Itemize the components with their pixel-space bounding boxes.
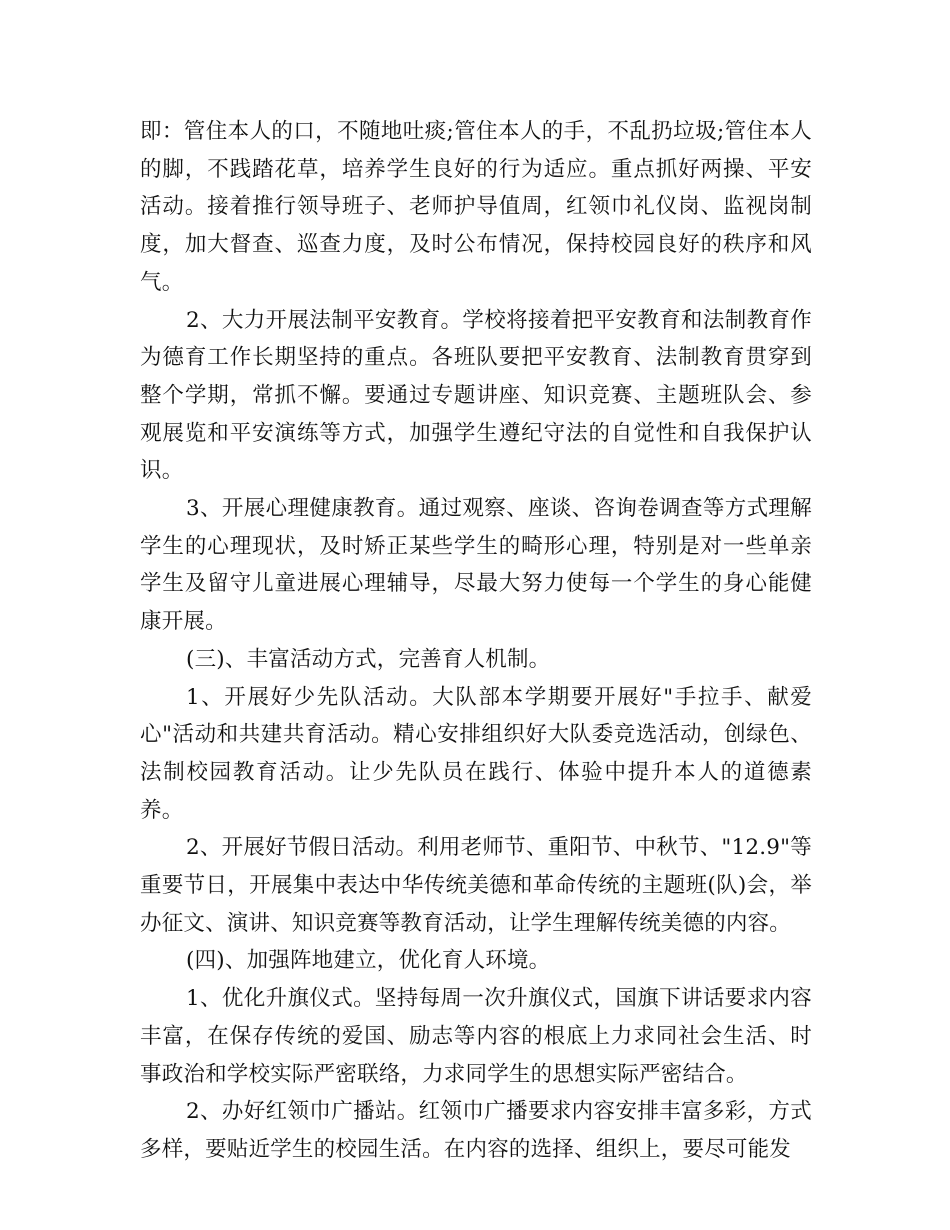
paragraph-4: 1、开展好少先队活动。大队部本学期要开展好"手拉手、献爱心"活动和共建共育活动。精心安排组织好大队委竞选活动，创绿色、法制校园教育活动。让少先队员在践行、体验中提升本人的道德素养。 <box>140 684 812 823</box>
paragraph-5: 2、开展好节假日活动。利用老师节、重阳节、中秋节、"12.9"等重要节日，开展集中表达中华传统美德和革命传统的主题班(队)会，举办征文、演讲、知识竞赛等教育活动，让学生理解传统美德的内容。 <box>140 835 812 936</box>
paragraph-6: 1、优化升旗仪式。坚持每周一次升旗仪式，国旗下讲话要求内容丰富，在保存传统的爱国、励志等内容的根底上力求同社会生活、时事政治和学校实际严密联络，力求同学生的思想实际严密结合。 <box>140 986 812 1087</box>
document-body <box>140 113 812 1169</box>
paragraph-7: 2、办好红领巾广播站。红领巾广播要求内容安排丰富多彩，方式多样，要贴近学生的校园生活。在内容的选择、组织上，要尽可能发 <box>140 1099 812 1162</box>
paragraph-2: 2、大力开展法制平安教育。学校将接着把平安教育和法制教育作为德育工作长期坚持的重点。各班队要把平安教育、法制教育贯穿到整个学期，常抓不懈。要通过专题讲座、知识竞赛、主题班队会、参观展览和平安演练等方式，加强学生遵纪守法的自觉性和自我保护认识。 <box>140 307 812 484</box>
section-heading-4: (四)、加强阵地建立，优化育人环境。 <box>186 948 551 974</box>
paragraph-3: 3、开展心理健康教育。通过观察、座谈、咨询卷调查等方式理解学生的心理现状，及时矫正某些学生的畸形心理，特别是对一些单亲学生及留守儿童进展心理辅导，尽最大努力使每一个学生的身心能健康开展。 <box>140 496 812 635</box>
paragraph-1: 即：管住本人的口，不随地吐痰;管住本人的手，不乱扔垃圾;管住本人的脚，不践踏花草，培养学生良好的行为适应。重点抓好两操、平安活动。接着推行领导班子、老师护导值周，红领巾礼仪岗、监视岗制度，加大督查、巡查力度，及时公布情况，保持校园良好的秩序和风气。 <box>140 119 812 295</box>
section-heading-3: (三)、丰富活动方式，完善育人机制。 <box>186 646 551 672</box>
